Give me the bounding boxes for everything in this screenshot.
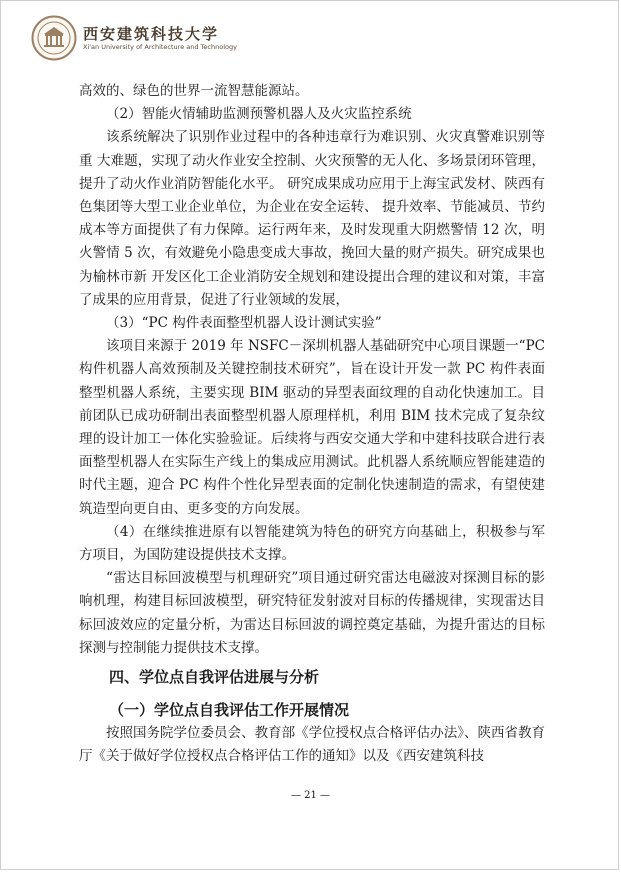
subsection-heading: （一）学位点自我评估工作开展情况 bbox=[109, 701, 350, 720]
paragraph: 按照国务院学位委员会、教育部《学位授权点合格评估办法》、陕西省教育厅《关于做好学位授权点合格评估工作的通知》以及《西安建筑科技 bbox=[79, 725, 545, 765]
university-seal-icon bbox=[31, 15, 77, 61]
item-heading-3: （3）“PC 构件表面整型机器人设计测试实验” bbox=[106, 315, 382, 332]
university-name-cn: 西安建筑科技大学 bbox=[83, 25, 220, 43]
section-heading: 四、学位点自我评估进展与分析 bbox=[109, 668, 320, 687]
paragraph: 该项目来源于 2019 年 NSFC－深圳机器人基础研究中心项目课题一“PC 构件机器人高效预制及关键控制技术研究”，旨在设计开发一款 PC 构件表面整型机器人系统，主要实现 BIM 驱动的异型表面纹理的自动化快速加工。目前团队已成功研制出表面整型机器人原理样机，利用 BIM 技术完成了复杂纹理的设计加工一体化实验验证。后续将与西安交通大学和中建科技联合进行表面整型机器人在实际生产线上的集成应用测试。此机器人系统顺应智能建造的时代主题，迎合 PC 构件个性化异型表面的定制化快速制造的需求，有望使建筑造型向更自由、更多变的方向发展。 bbox=[79, 338, 545, 517]
paragraph: 该系统解决了识别作业过程中的各种违章行为难识别、火灾真警难识别等重 大难题，实现了动火作业安全控制、火灾预警的无人化、多场景闭环管理，提升了动火作业消防智能化水平。 研究成果成功应用于上海宝武发材、陕西有色集团等大型工业企业单位，为企业在安全运转、 提升效率、节能减员、节约成本等方面提供了有力保障。运行两年来，及时发现重大阴燃警情 12 次，明火警情 5 次，有效避免小隐患变成大事故，挽回大量的财产损失。研究成果也为榆林市新 开发区化工企业消防安全规划和建设提出合理的建议和对策，丰富了成果的应用背景，促进了行业领域的发展， bbox=[79, 129, 545, 308]
paragraph: “雷达目标回波模型与机理研究”项目通过研究雷达电磁波对探测目标的影响机理，构建目标回波模型，研究特征发射波对目标的传播规律，实现雷达目标回波效应的定量分析，为雷达目标回波的调控奠定基础，为提升雷达的目标探测与控制能力提供技术支撑。 bbox=[79, 570, 545, 656]
university-name-en: Xi'an University of Architecture and Technology bbox=[83, 43, 237, 51]
paragraph: 高效的、绿色的世界一流智慧能源站。 bbox=[79, 83, 309, 99]
page-number: — 21 — bbox=[290, 790, 331, 801]
page-body bbox=[79, 80, 545, 768]
paragraph: （4）在继续推进原有以智能建筑为特色的研究方向基础上，积极参与军方项目，为国防建设提供技术支撑。 bbox=[79, 523, 545, 564]
page-header bbox=[31, 15, 237, 61]
university-brand bbox=[83, 25, 237, 51]
item-heading-2: （2）智能火情辅助监测预警机器人及火灾监控系统 bbox=[106, 106, 412, 123]
